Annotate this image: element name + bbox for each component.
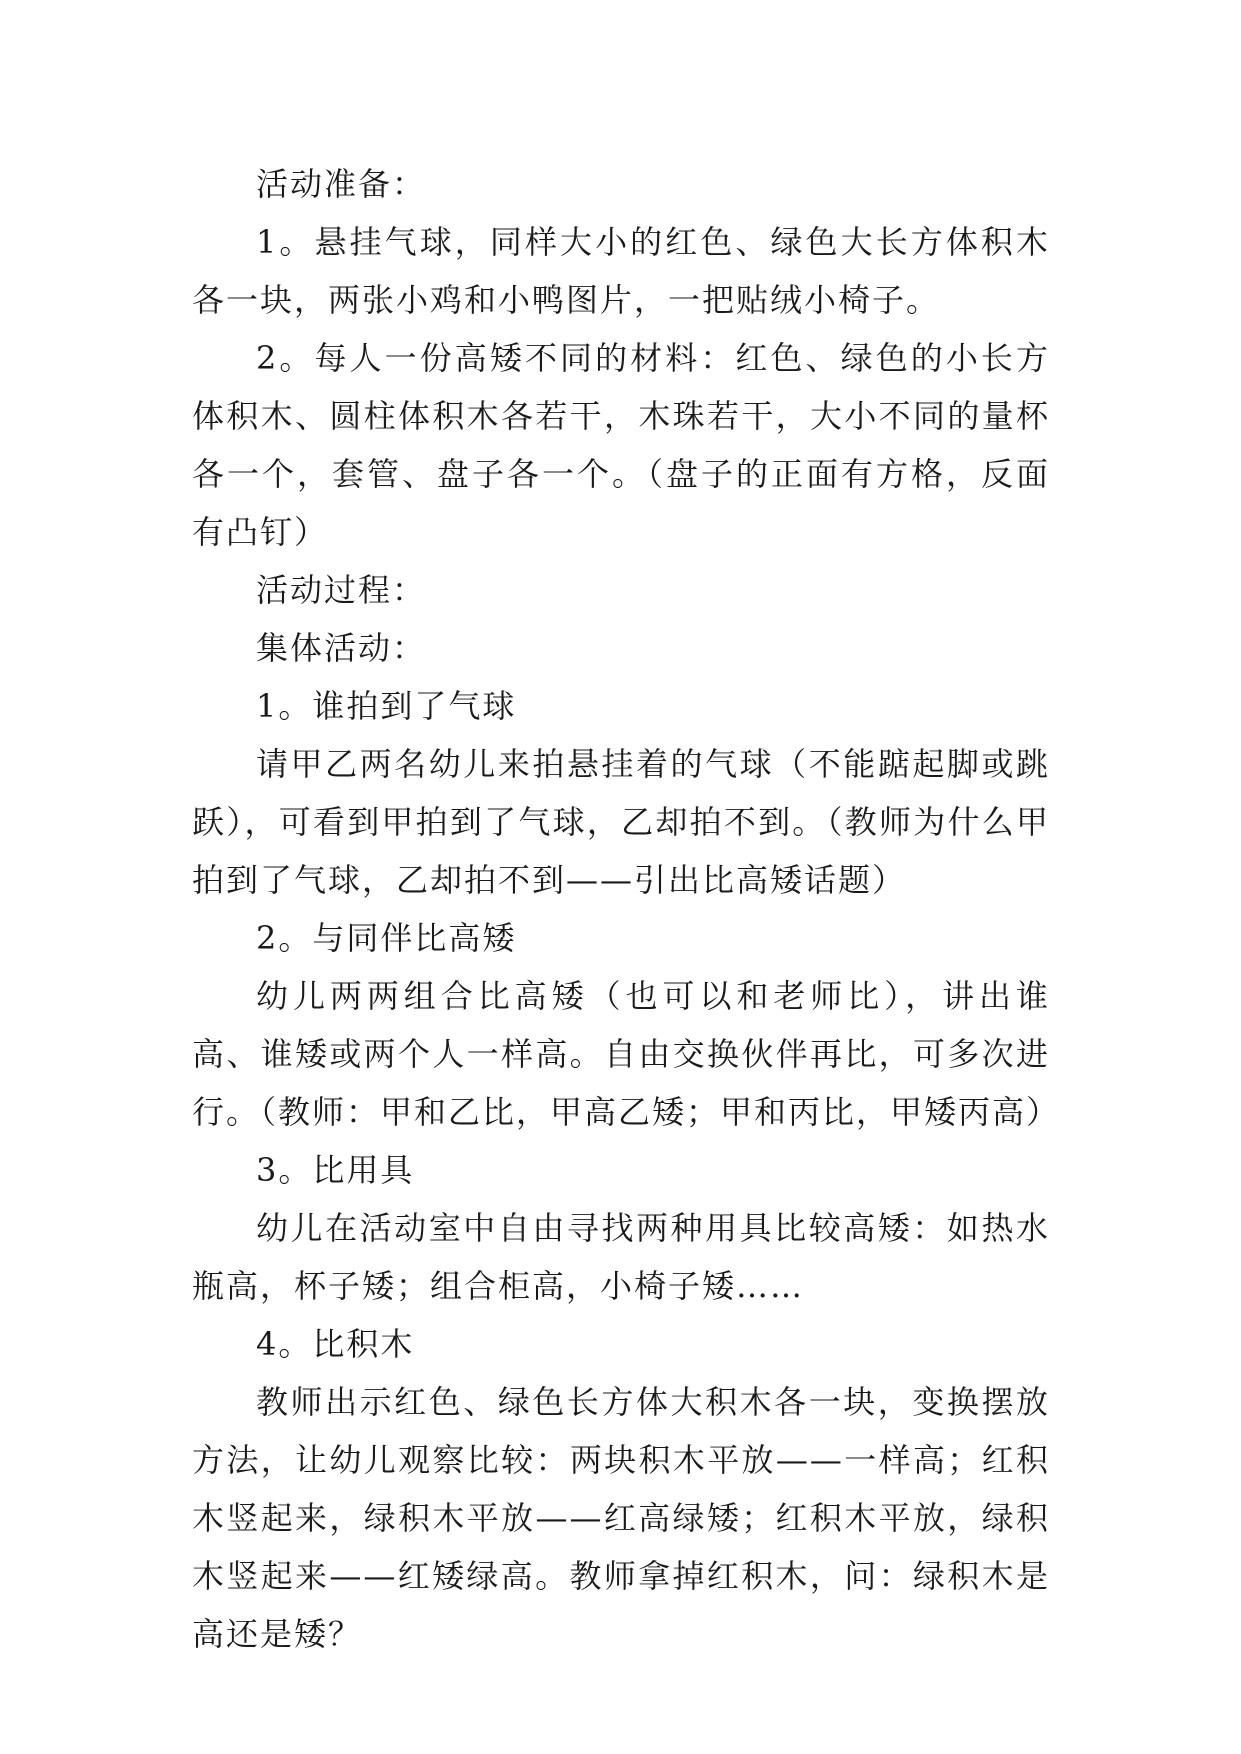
step-body-1: 请甲乙两名幼儿来拍悬挂着的气球（不能踮起脚或跳跃），可看到甲拍到了气球，乙却拍不到。（教师为什么甲拍到了气球，乙却拍不到——引出比高矮话题） xyxy=(192,745,1050,899)
section-heading-preparation: 活动准备： xyxy=(256,165,427,203)
step-heading-3: 3。比用具 xyxy=(256,1151,415,1189)
step-body-2: 幼儿两两组合比高矮（也可以和老师比），讲出谁高、谁矮或两个人一样高。自由交换伙伴再比，可多次进行。（教师：甲和乙比，甲高乙矮；甲和丙比，甲矮丙高） xyxy=(192,977,1061,1131)
subsection-heading-group-activity: 集体活动： xyxy=(256,629,427,667)
step-body-4: 教师出示红色、绿色长方体大积木各一块，变换摆放方法，让幼儿观察比较：两块积木平放——一样高；红积木竖起来，绿积木平放——红高绿矮；红积木平放，绿积木竖起来——红矮绿高。教师拿掉红积木，问：绿积木是高还是矮？ xyxy=(192,1383,1050,1653)
step-heading-4: 4。比积木 xyxy=(256,1325,415,1363)
preparation-item-2: 2。每人一份高矮不同的材料：红色、绿色的小长方体积木、圆柱体积木各若干，木珠若干，大小不同的量杯各一个，套管、盘子各一个。（盘子的正面有方格，反面有凸钉） xyxy=(192,339,1050,551)
section-heading-process: 活动过程： xyxy=(256,571,427,609)
step-body-3: 幼儿在活动室中自由寻找两种用具比较高矮：如热水瓶高，杯子矮；组合柜高，小椅子矮…… xyxy=(192,1209,1050,1305)
step-heading-2: 2。与同伴比高矮 xyxy=(256,919,517,957)
document-body xyxy=(192,155,1061,1663)
preparation-item-1: 1。悬挂气球，同样大小的红色、绿色大长方体积木各一块，两张小鸡和小鸭图片，一把贴绒小椅子。 xyxy=(192,223,1050,319)
step-heading-1: 1。谁拍到了气球 xyxy=(256,687,517,725)
